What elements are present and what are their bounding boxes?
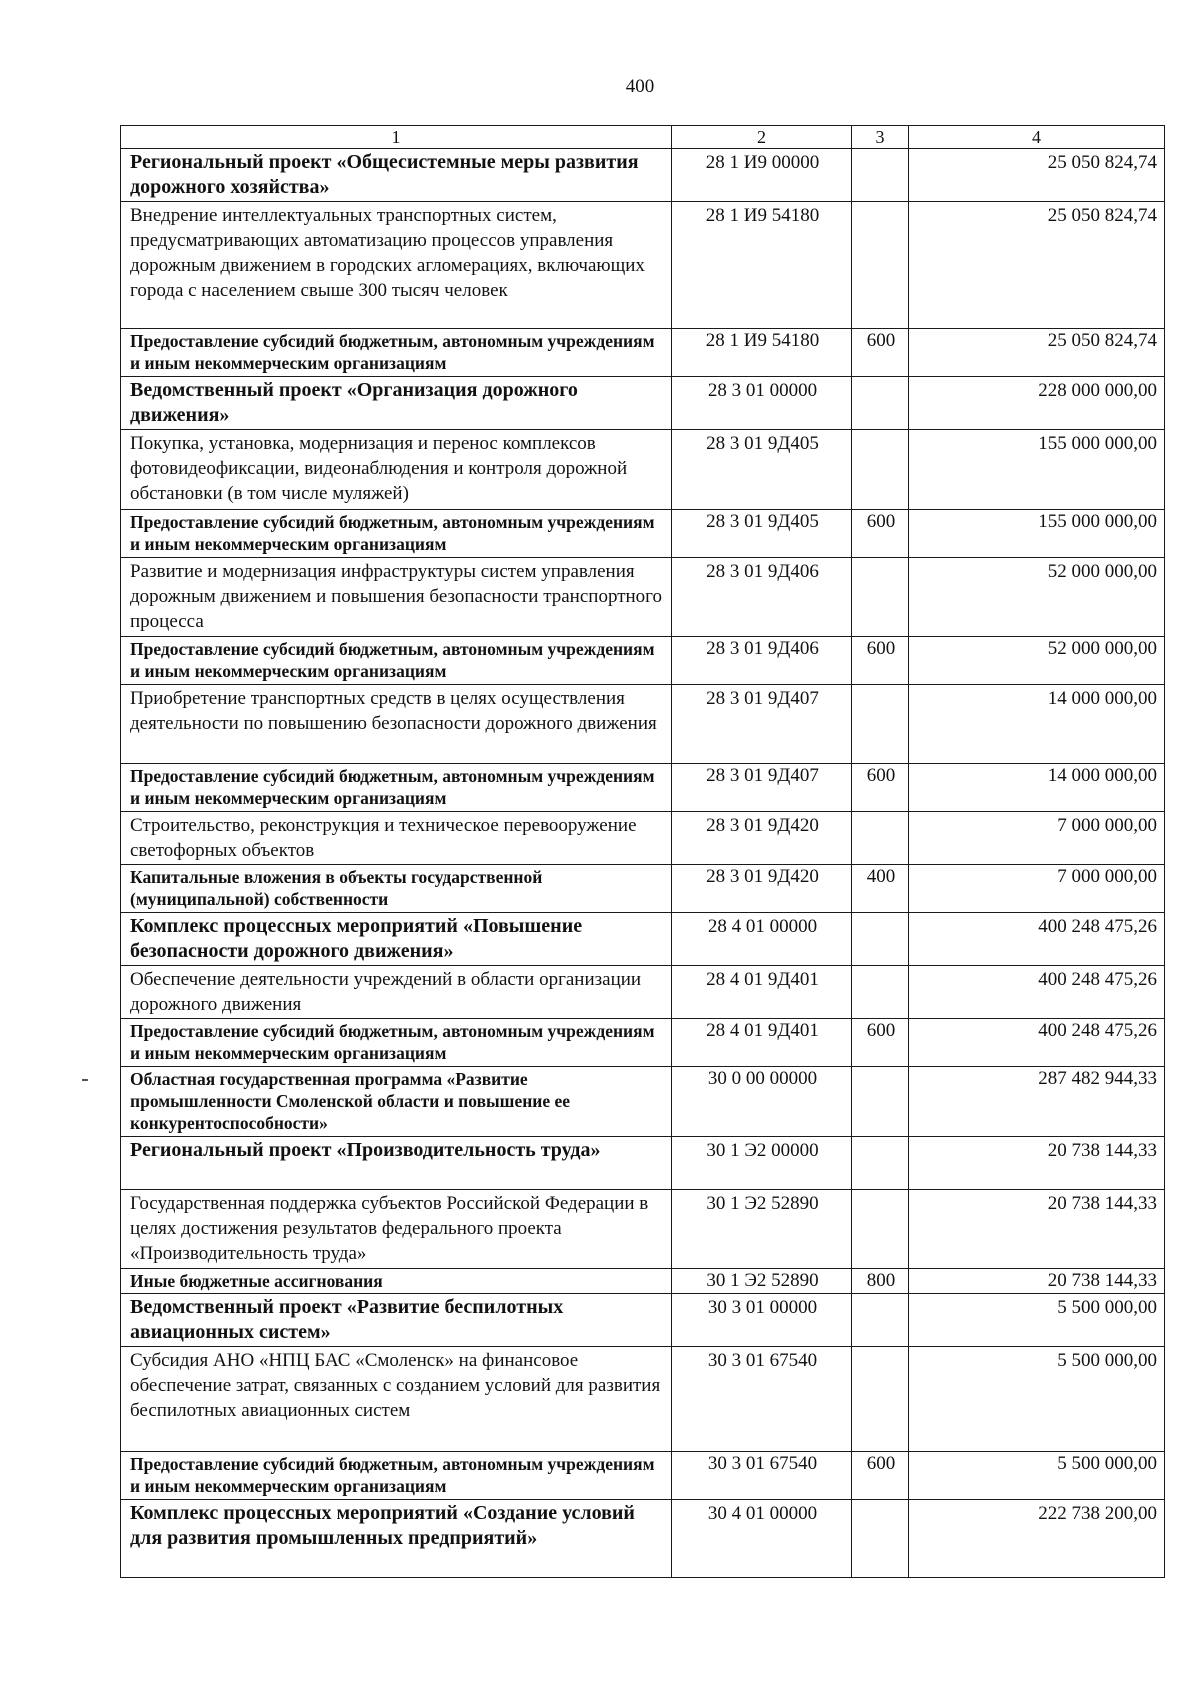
row-name: Капитальные вложения в объекты государственной (муниципальной) собственности	[121, 865, 672, 913]
row-name: Приобретение транспортных средств в целях осуществления деятельности по повышению безопасности дорожного движения	[121, 685, 672, 764]
row-code: 30 3 01 67540	[672, 1347, 852, 1452]
row-amount: 5 500 000,00	[909, 1452, 1165, 1500]
row-amount: 155 000 000,00	[909, 510, 1165, 558]
row-code: 28 4 01 9Д401	[672, 966, 852, 1019]
row-name: Областная государственная программа «Развитие промышленности Смоленской области и повышение ее конкурентоспособности»	[121, 1067, 672, 1137]
row-amount: 222 738 200,00	[909, 1500, 1165, 1578]
table-row	[121, 1452, 1165, 1500]
row-code: 30 3 01 00000	[672, 1294, 852, 1347]
row-name: Региональный проект «Производительность труда»	[121, 1137, 672, 1190]
row-amount: 400 248 475,26	[909, 1019, 1165, 1067]
row-code: 28 3 01 9Д420	[672, 865, 852, 913]
header-col-amount: 4	[909, 126, 1165, 149]
table-row	[121, 1294, 1165, 1347]
row-type: 600	[852, 764, 909, 812]
row-name: Предоставление субсидий бюджетным, автономным учреждениям и иным некоммерческим организациям	[121, 510, 672, 558]
row-name: Ведомственный проект «Развитие беспилотных авиационных систем»	[121, 1294, 672, 1347]
row-code: 30 1 Э2 52890	[672, 1269, 852, 1294]
row-code: 28 4 01 9Д401	[672, 1019, 852, 1067]
row-amount: 400 248 475,26	[909, 913, 1165, 966]
row-type	[852, 685, 909, 764]
row-code: 28 3 01 9Д407	[672, 685, 852, 764]
row-amount: 155 000 000,00	[909, 430, 1165, 510]
row-name: Комплекс процессных мероприятий «Повышение безопасности дорожного движения»	[121, 913, 672, 966]
row-name: Покупка, установка, модернизация и перенос комплексов фотовидеофиксации, видеонаблюдения и контроля дорожной обстановки (в том числе муляжей)	[121, 430, 672, 510]
row-code: 30 4 01 00000	[672, 1500, 852, 1578]
table-row	[121, 1019, 1165, 1067]
row-name: Предоставление субсидий бюджетным, автономным учреждениям и иным некоммерческим организациям	[121, 1452, 672, 1500]
row-type: 600	[852, 637, 909, 685]
scan-margin-mark	[82, 1079, 88, 1081]
table-row	[121, 1269, 1165, 1294]
header-col-code: 2	[672, 126, 852, 149]
row-name: Предоставление субсидий бюджетным, автономным учреждениям и иным некоммерческим организациям	[121, 764, 672, 812]
row-type: 800	[852, 1269, 909, 1294]
row-type: 400	[852, 865, 909, 913]
table-row	[121, 202, 1165, 329]
table-row	[121, 1190, 1165, 1269]
table-row	[121, 510, 1165, 558]
row-amount: 5 500 000,00	[909, 1347, 1165, 1452]
table-header-row	[121, 126, 1165, 149]
row-name: Предоставление субсидий бюджетным, автономным учреждениям и иным некоммерческим организациям	[121, 1019, 672, 1067]
row-type	[852, 202, 909, 329]
page-number: 400	[625, 76, 655, 97]
row-code: 28 1 И9 00000	[672, 149, 852, 202]
row-amount: 7 000 000,00	[909, 865, 1165, 913]
table-row	[121, 430, 1165, 510]
row-code: 28 3 01 00000	[672, 377, 852, 430]
table-row	[121, 558, 1165, 637]
table-row	[121, 966, 1165, 1019]
row-type	[852, 812, 909, 865]
row-amount: 25 050 824,74	[909, 149, 1165, 202]
row-amount: 20 738 144,33	[909, 1269, 1165, 1294]
table-row	[121, 1500, 1165, 1578]
row-name: Предоставление субсидий бюджетным, автономным учреждениям и иным некоммерческим организациям	[121, 637, 672, 685]
row-code: 30 3 01 67540	[672, 1452, 852, 1500]
row-name: Комплекс процессных мероприятий «Создание условий для развития промышленных предприятий»	[121, 1500, 672, 1578]
row-name: Субсидия АНО «НПЦ БАС «Смоленск» на финансовое обеспечение затрат, связанных с созданием условий для развития беспилотных авиационных систем	[121, 1347, 672, 1452]
row-amount: 25 050 824,74	[909, 202, 1165, 329]
row-name: Развитие и модернизация инфраструктуры систем управления дорожным движением и повышения безопасности транспортного процесса	[121, 558, 672, 637]
row-code: 28 3 01 9Д405	[672, 510, 852, 558]
row-name: Иные бюджетные ассигнования	[121, 1269, 672, 1294]
row-type	[852, 1067, 909, 1137]
table-row	[121, 149, 1165, 202]
row-type: 600	[852, 510, 909, 558]
row-name: Строительство, реконструкция и техническое перевооружение светофорных объектов	[121, 812, 672, 865]
table-row	[121, 329, 1165, 377]
table-row	[121, 637, 1165, 685]
row-type	[852, 558, 909, 637]
row-amount: 14 000 000,00	[909, 764, 1165, 812]
row-name: Государственная поддержка субъектов Российской Федерации в целях достижения результатов федерального проекта «Производительность труда»	[121, 1190, 672, 1269]
row-type	[852, 1347, 909, 1452]
row-type: 600	[852, 1452, 909, 1500]
row-name: Внедрение интеллектуальных транспортных систем, предусматривающих автоматизацию процессов управления дорожным движением в городских агломерациях, включающих города с населением свыше 300 тысяч человек	[121, 202, 672, 329]
row-type	[852, 1190, 909, 1269]
table-row	[121, 764, 1165, 812]
row-type	[852, 1137, 909, 1190]
row-name: Региональный проект «Общесистемные меры развития дорожного хозяйства»	[121, 149, 672, 202]
row-amount: 228 000 000,00	[909, 377, 1165, 430]
row-name: Ведомственный проект «Организация дорожного движения»	[121, 377, 672, 430]
row-code: 28 3 01 9Д407	[672, 764, 852, 812]
table-row	[121, 1137, 1165, 1190]
row-amount: 20 738 144,33	[909, 1190, 1165, 1269]
table-row	[121, 1067, 1165, 1137]
row-type: 600	[852, 1019, 909, 1067]
row-code: 28 1 И9 54180	[672, 202, 852, 329]
table-row	[121, 812, 1165, 865]
row-code: 30 0 00 00000	[672, 1067, 852, 1137]
table-body	[121, 149, 1165, 1578]
row-code: 28 3 01 9Д420	[672, 812, 852, 865]
row-amount: 400 248 475,26	[909, 966, 1165, 1019]
row-code: 30 1 Э2 52890	[672, 1190, 852, 1269]
table-row	[121, 377, 1165, 430]
row-name: Обеспечение деятельности учреждений в области организации дорожного движения	[121, 966, 672, 1019]
row-type	[852, 149, 909, 202]
header-col-name: 1	[121, 126, 672, 149]
row-amount: 20 738 144,33	[909, 1137, 1165, 1190]
row-name: Предоставление субсидий бюджетным, автономным учреждениям и иным некоммерческим организациям	[121, 329, 672, 377]
row-code: 28 1 И9 54180	[672, 329, 852, 377]
row-type	[852, 1294, 909, 1347]
row-code: 28 3 01 9Д406	[672, 637, 852, 685]
row-type	[852, 430, 909, 510]
row-type	[852, 966, 909, 1019]
table-row	[121, 1347, 1165, 1452]
row-code: 28 4 01 00000	[672, 913, 852, 966]
row-amount: 25 050 824,74	[909, 329, 1165, 377]
budget-table	[120, 125, 1165, 1578]
row-amount: 52 000 000,00	[909, 637, 1165, 685]
table-row	[121, 913, 1165, 966]
row-code: 30 1 Э2 00000	[672, 1137, 852, 1190]
row-amount: 52 000 000,00	[909, 558, 1165, 637]
table-row	[121, 685, 1165, 764]
row-type	[852, 1500, 909, 1578]
row-type	[852, 377, 909, 430]
row-amount: 5 500 000,00	[909, 1294, 1165, 1347]
table-row	[121, 865, 1165, 913]
row-type	[852, 913, 909, 966]
row-amount: 7 000 000,00	[909, 812, 1165, 865]
row-type: 600	[852, 329, 909, 377]
row-amount: 287 482 944,33	[909, 1067, 1165, 1137]
row-code: 28 3 01 9Д406	[672, 558, 852, 637]
row-amount: 14 000 000,00	[909, 685, 1165, 764]
row-code: 28 3 01 9Д405	[672, 430, 852, 510]
header-col-type: 3	[852, 126, 909, 149]
